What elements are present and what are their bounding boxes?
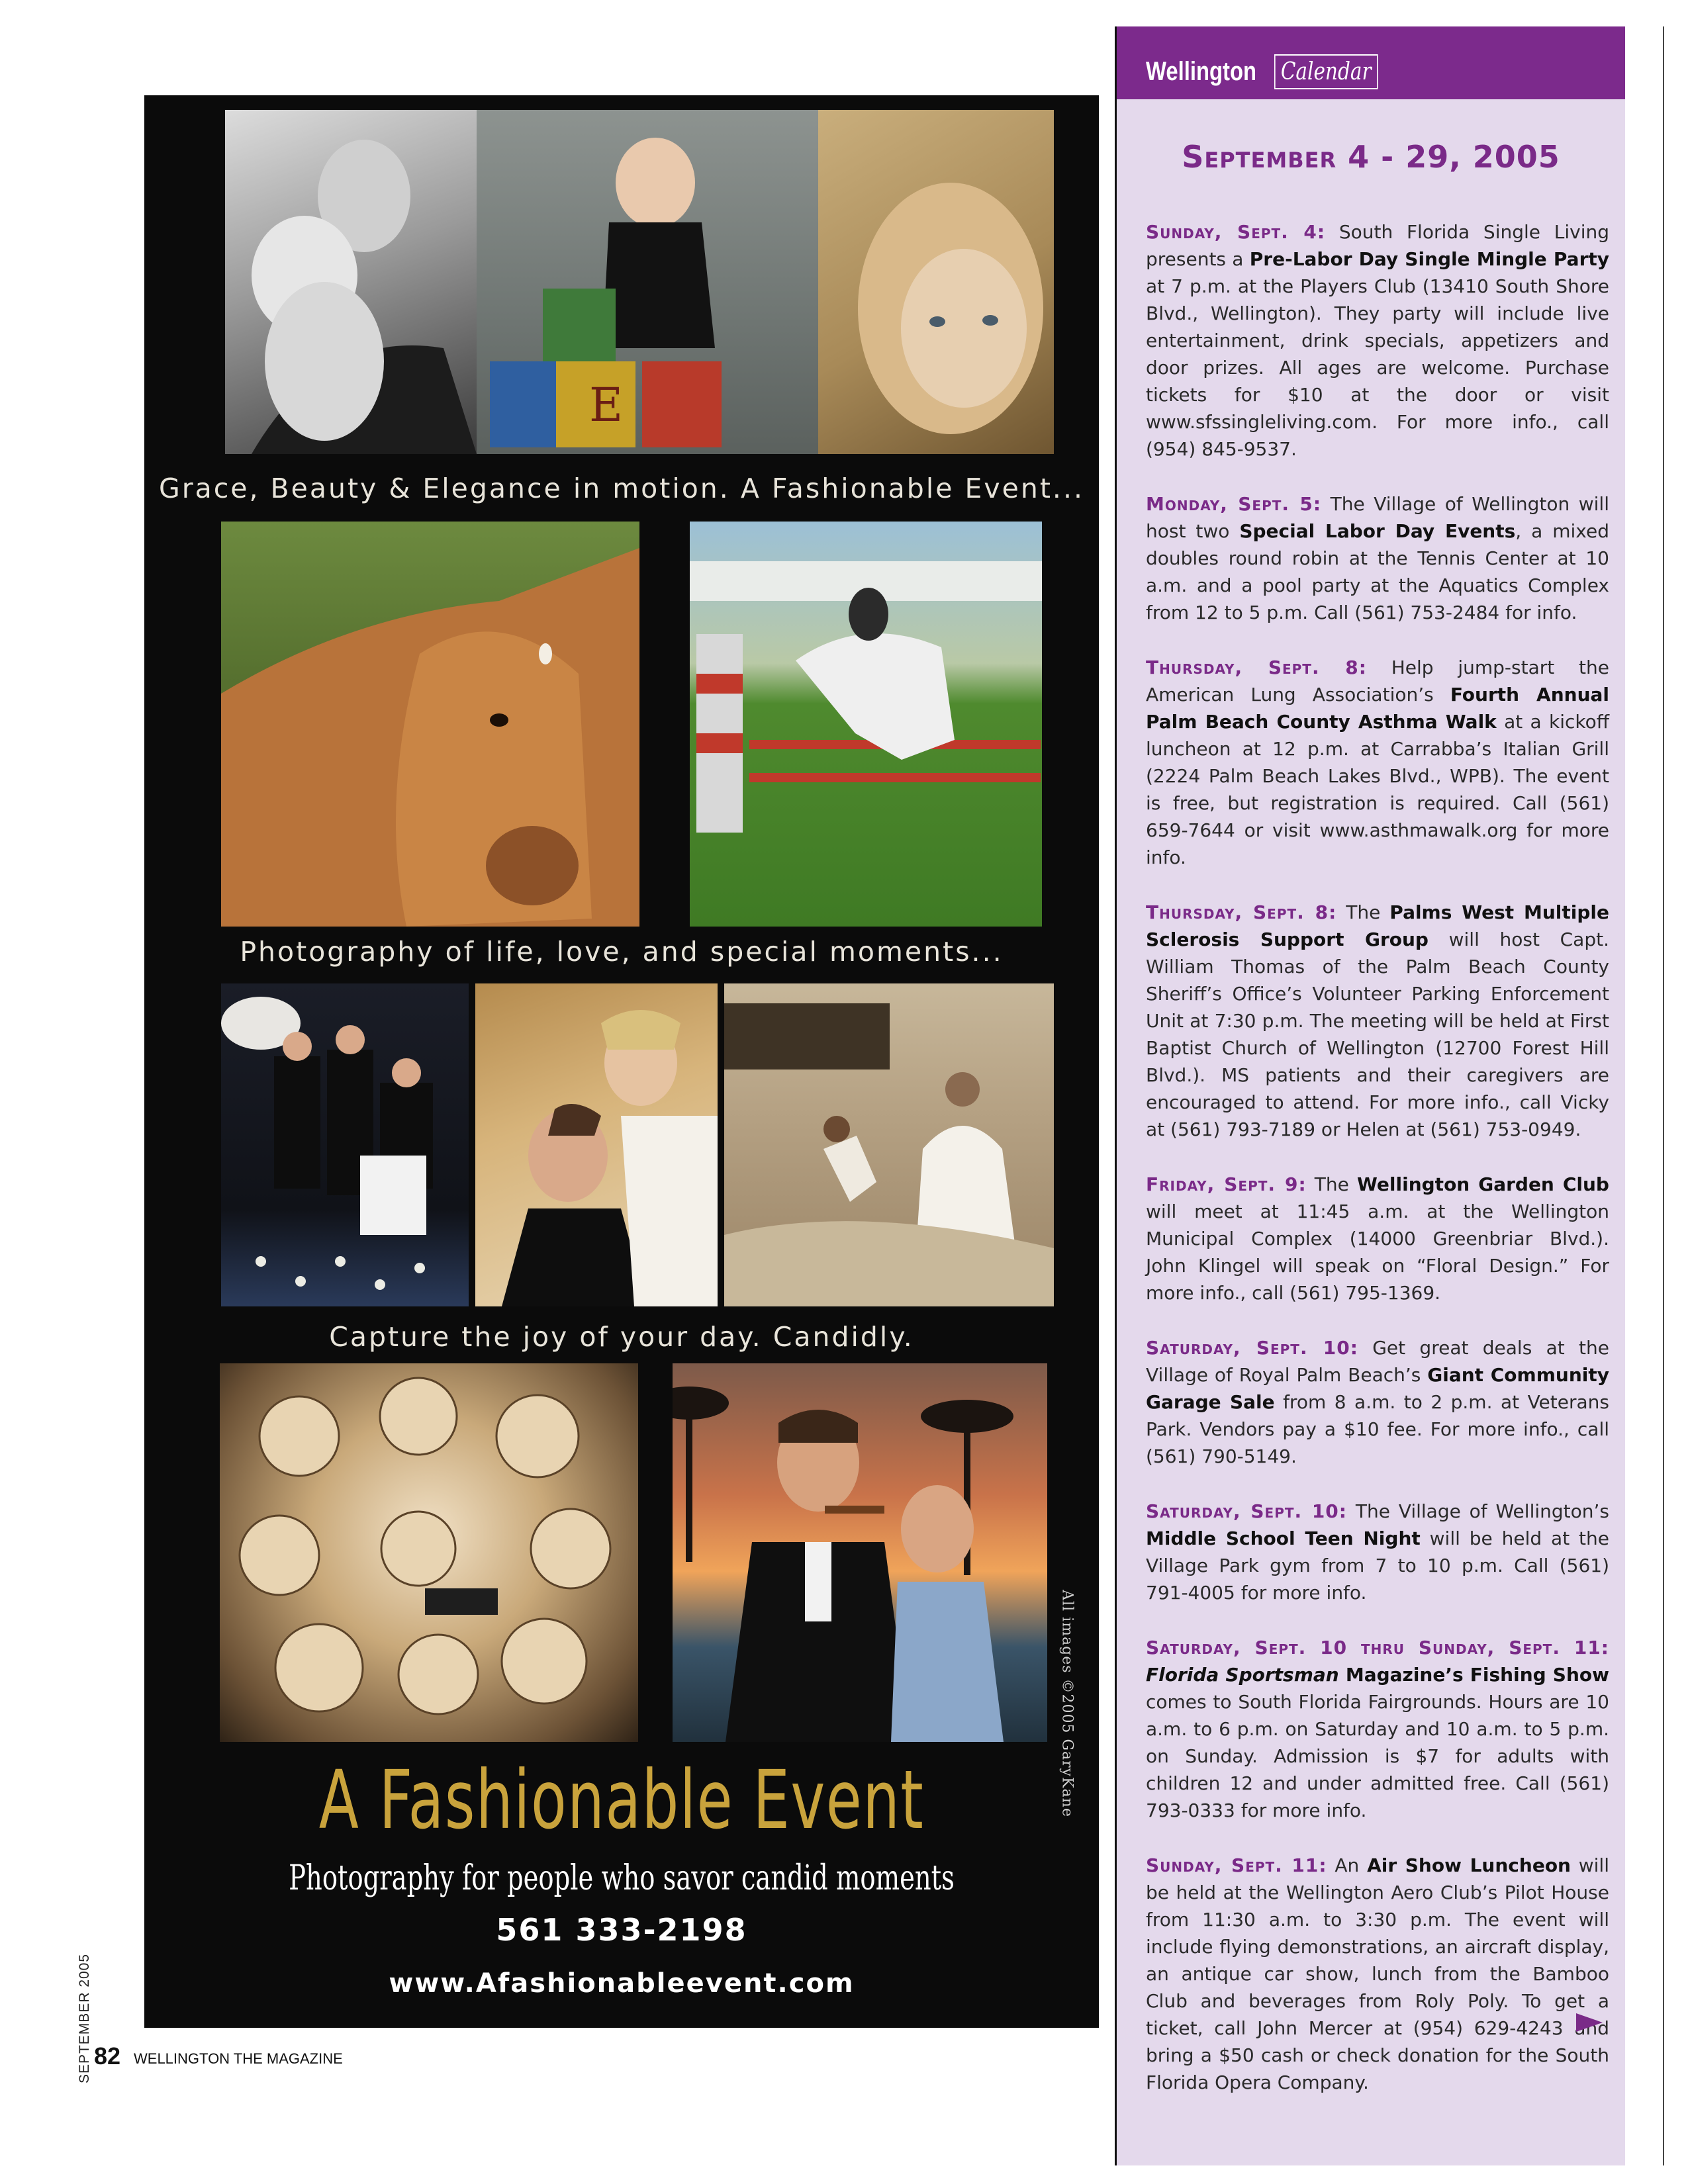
event-intro: An (1327, 1854, 1368, 1876)
event-details: will host Capt. William Thomas of the Palm Beach County Sheriff’s Office’s Volunteer Parking Enforcement Unit at 7:30 p.m. The meeting will be held at First Baptist Church of Wellington (12700 Forest Hill Blvd.). MS patients and their caregivers are encouraged to attend. For more info., call Vicky at (561) 793-7189 or Helen at (561) 753-0949. (1146, 929, 1609, 1140)
event-item (1146, 218, 1609, 463)
photo-group-circle (220, 1363, 638, 1742)
photo-wedding-couple (475, 983, 718, 1306)
event-day: Thursday, Sept. 8: (1146, 657, 1367, 678)
event-name: Magazine’s Fishing Show (1338, 1664, 1609, 1686)
event-item (1146, 1634, 1609, 1824)
event-item (1146, 1171, 1609, 1306)
event-details: from 8 a.m. to 2 p.m. at Veterans Park. Vendors pay a $10 fee. For more info., call (561) 790-5149. (1146, 1391, 1609, 1467)
ad-tagline: Photography for people who savor candid moments (289, 1858, 955, 1898)
event-name: Middle School Teen Night (1146, 1527, 1421, 1549)
page-edge-rule (1663, 26, 1664, 2165)
event-day: Saturday, Sept. 10: (1146, 1500, 1347, 1522)
event-details: at a kickoff luncheon at 12 p.m. at Carrabba’s Italian Grill (2224 Palm Beach Lakes Blvd., WPB). The event is free, but registration is required. Call (561) 659-7644 or visit www.asthmawalk.org for more info. (1146, 711, 1610, 868)
event-intro: The (1306, 1173, 1358, 1195)
event-details: at 7 p.m. at the Players Club (13410 South Shore Blvd., Wellington). They party will include live entertainment, drink specials, appetizers and door prizes. All ages are welcome. Purchase tickets for $10 at the door or visit www.sfssingleliving.com. For more info., call (954) 845-9537. (1146, 275, 1609, 460)
event-intro: Help jump-start the American Lung Association’s (1146, 657, 1610, 705)
event-day: Thursday, Sept. 8: (1146, 901, 1337, 923)
photo-credit-text: All images ©2005 GaryKane (1058, 1590, 1076, 1817)
calendar-column (1115, 26, 1625, 2165)
event-name: Wellington Garden Club (1357, 1173, 1609, 1195)
event-day: Saturday, Sept. 10: (1146, 1337, 1358, 1359)
photo-prom-couple-sunset (673, 1363, 1047, 1742)
event-name: Giant Community Garage Sale (1146, 1364, 1609, 1413)
ad-phone: 561 333-2198 (496, 1912, 747, 1948)
event-name: Pre-Labor Day Single Mingle Party (1249, 248, 1610, 270)
event-details: will be held at the Wellington Aero Club’s Pilot House from 11:30 a.m. to 3:30 p.m. The event will include flying demonstrations, an aircraft display, an antique car show, lunch from the Bamboo Club and beverages from Roly Poly. To get a ticket, call John Mercer at (954) 629-4243 and bring a $50 cash or check donation for the South Florida Opera Company. (1146, 1854, 1609, 2093)
event-details: , a mixed doubles round robin at the Tennis Center at 10 a.m. and a pool party at the Aquatics Complex from 12 to 5 p.m. Call (561) 753-2484 for info. (1146, 520, 1609, 623)
event-item (1146, 899, 1609, 1143)
event-name: Fourth Annual Palm Beach County Asthma Walk (1146, 684, 1609, 733)
event-item (1146, 654, 1609, 871)
event-intro: The Village of Wellington’s (1347, 1500, 1609, 1522)
advertisement (144, 95, 1099, 2028)
photo-show-jumping (690, 522, 1042, 927)
event-day: Sunday, Sept. 11: (1146, 1854, 1327, 1876)
ad-caption-2: Photography of life, love, and special moments... (240, 936, 1004, 968)
calendar-section-label: Calendar (1274, 54, 1378, 89)
page-number: 82 (94, 2042, 121, 2070)
event-name: Air Show Luncheon (1367, 1854, 1571, 1876)
event-details: will be held at the Village Park gym from 7 to 10 p.m. Call (561) 791-4005 for more info. (1146, 1527, 1609, 1604)
event-intro: South Florida Single Living presents a (1146, 221, 1610, 270)
ad-caption-1: Grace, Beauty & Elegance in motion. A Fashionable Event... (158, 473, 1085, 504)
photo-toddler-on-blocks (477, 110, 818, 454)
photo-little-girl (818, 110, 1054, 454)
event-list (1146, 200, 1609, 2124)
svg-text:E: E (589, 378, 624, 432)
calendar-date-range: September 4 - 29, 2005 (1182, 139, 1560, 175)
event-item (1146, 1852, 1609, 2096)
event-name: Palms West Multiple Sclerosis Support Group (1146, 901, 1609, 950)
event-day: Monday, Sept. 5: (1146, 493, 1322, 515)
event-item (1146, 490, 1609, 626)
ad-website-link[interactable]: www.Afashionableevent.com (389, 1968, 855, 1999)
magazine-name: WELLINGTON THE MAGAZINE (134, 2050, 343, 2067)
event-name-italic: Florida Sportsman (1146, 1664, 1339, 1686)
event-details: comes to South Florida Fairgrounds. Hours are 10 a.m. to 6 p.m. on Saturday and 10 a.m. to 5 p.m. on Sunday. Admission is $7 for adults with children 12 and under admitted free. Call (561) 793-0333 for more info. (1146, 1691, 1609, 1821)
photo-horse-portrait (221, 522, 639, 927)
photo-bride-on-beach (724, 983, 1054, 1306)
photo-credit (1054, 1565, 1080, 1843)
event-item (1146, 1498, 1609, 1606)
ad-title: A Fashionable Event (318, 1753, 925, 1847)
event-intro: The Village of Wellington will host two (1146, 493, 1609, 542)
event-day: Friday, Sept. 9: (1146, 1173, 1307, 1195)
event-name: Special Labor Day Events (1239, 520, 1516, 542)
calendar-header (1117, 26, 1625, 99)
issue-date-text: SEPTEMBER 2005 (77, 1953, 92, 2084)
calendar-brand: Wellington (1146, 57, 1257, 86)
event-item (1146, 1334, 1609, 1470)
event-day: Saturday, Sept. 10 thru Sunday, Sept. 11: (1146, 1637, 1609, 1659)
event-day: Sunday, Sept. 4: (1146, 221, 1326, 243)
photo-mother-and-baby (225, 110, 477, 454)
event-intro: The (1336, 901, 1390, 923)
continue-arrow-icon (1576, 2013, 1603, 2032)
event-intro: Get great deals at the Village of Royal Palm Beach’s (1146, 1337, 1609, 1386)
event-details: will meet at 11:45 a.m. at the Wellington Municipal Complex (14000 Greenbriar Blvd.). John Klingel will speak on “Floral Design.” For more info., call (561) 795-1369. (1146, 1201, 1609, 1304)
photo-men-at-party (221, 983, 469, 1306)
ad-caption-3: Capture the joy of your day. Candidly. (329, 1321, 914, 1353)
